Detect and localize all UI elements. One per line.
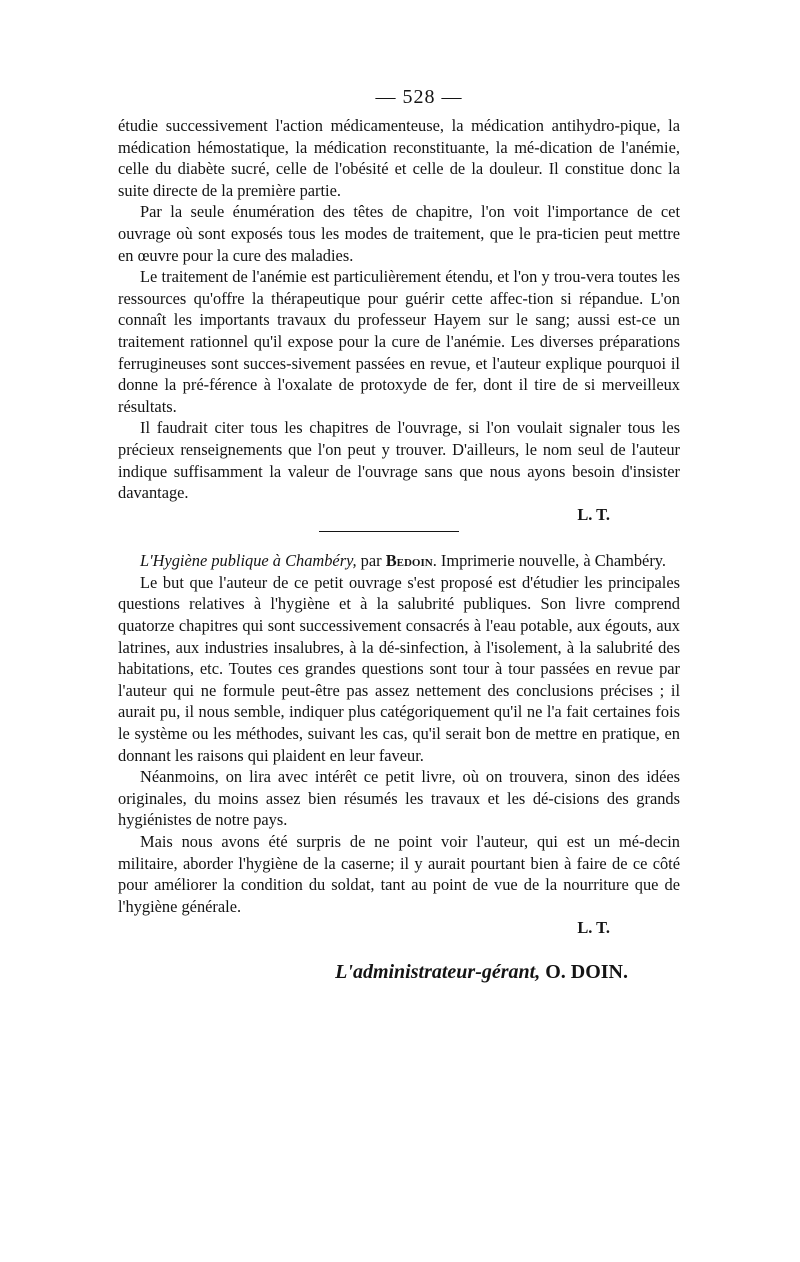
- review2-paragraph-3: Mais nous avons été surpris de ne point voir l'auteur, qui est un mé-decin militaire, aborder l'hygiène de la caserne; il y aurait pourtant bien à faire de ce côté pour améliorer la condition du soldat, tant au point de vue de la nourriture que de l'hygiène générale.: [118, 832, 680, 916]
- review2-title-by: par: [356, 551, 386, 571]
- review2-title-italic: L'Hygiène publique à Chambéry,: [140, 551, 357, 571]
- review2-paragraph-1: Le but que l'auteur de ce petit ouvrage s'est proposé est d'étudier les principales questions relatives à l'hygiène et à la salubrité publiques. Son livre comprend quatorze chapitres qui sont successivement consacrés à l'eau potable, aux égouts, aux latrines, aux industries insalubres, à la dé-sinfection, à l'isolement, à la salubrité des habitations, etc. Toutes ces grandes questions sont tour à tour passées en revue par l'auteur qui ne formule peut-être pas assez nettement des conclusions précises ; il aurait pu, il nous semble, indiquer plus catégoriquement qu'il ne l'a fait certaines fois le système ou les méthodes, suivant les cas, qu'il serait bon de mettre en pratique, en donnant les raisons qui plaident en leur faveur.: [118, 572, 680, 765]
- publisher-role: L'administrateur-gérant,: [335, 960, 541, 983]
- review2-title-rest: . Imprimerie nouvelle, à Chambéry.: [432, 551, 667, 571]
- publisher-signature: [118, 961, 680, 984]
- review1-paragraph-3: Le traitement de l'anémie est particulièrement étendu, et l'on y trou-vera toutes les ressources qu'offre la thérapeutique pour guérir cette affec-tion si répandue. L'on connaît les importants travaux du professeur Hayem sur le sang; aussi est-ce un traitement rationnel qu'il expose pour la cure de l'anémie. Les diverses préparations ferrugineuses sont succes-sivement passées en revue, et l'auteur explique pourquoi il donne la pré-férence à l'oxalate de protoxyde de fer, dont il tire de si merveilleux résultats.: [118, 267, 680, 416]
- document-page: [118, 86, 680, 984]
- publisher-name: O. DOIN.: [545, 960, 628, 983]
- review1-paragraph-1: étudie successivement l'action médicamenteuse, la médication antihydro-pique, la médication hémostatique, la médication reconstituante, la mé-dication de l'anémie, celle du diabète sucré, celle de l'obésité et celle de la douleur. Il constitue donc la suite directe de la première partie.: [118, 116, 680, 200]
- page-number: — 528 —: [375, 86, 463, 108]
- review1-paragraph-4: Il faudrait citer tous les chapitres de l'ouvrage, si l'on voulait signaler tous les précieux renseignements que l'on peut y trouver. D'ailleurs, le nom seul de l'auteur indique suffisamment la valeur de l'ouvrage sans que nous ayons besoin d'insister davantage.: [118, 418, 680, 503]
- review2-author: Bedoin: [385, 551, 433, 571]
- review2-title: [118, 550, 680, 572]
- review1-paragraph-2: Par la seule énumération des têtes de chapitre, l'on voit l'importance de cet ouvrage où sont exposés tous les modes de traitement, que le pra-ticien peut mettre en œuvre pour la cure des maladies.: [118, 202, 680, 265]
- review2-paragraph-2: Néanmoins, on lira avec intérêt ce petit livre, où on trouvera, sinon des idées originales, du moins assez bien résumés les travaux et les dé-cisions des grands hygiénistes de notre pays.: [118, 767, 680, 830]
- review1-signature: L. T.: [577, 504, 610, 524]
- review2-signature: L. T.: [577, 918, 610, 938]
- section-divider: [319, 531, 459, 532]
